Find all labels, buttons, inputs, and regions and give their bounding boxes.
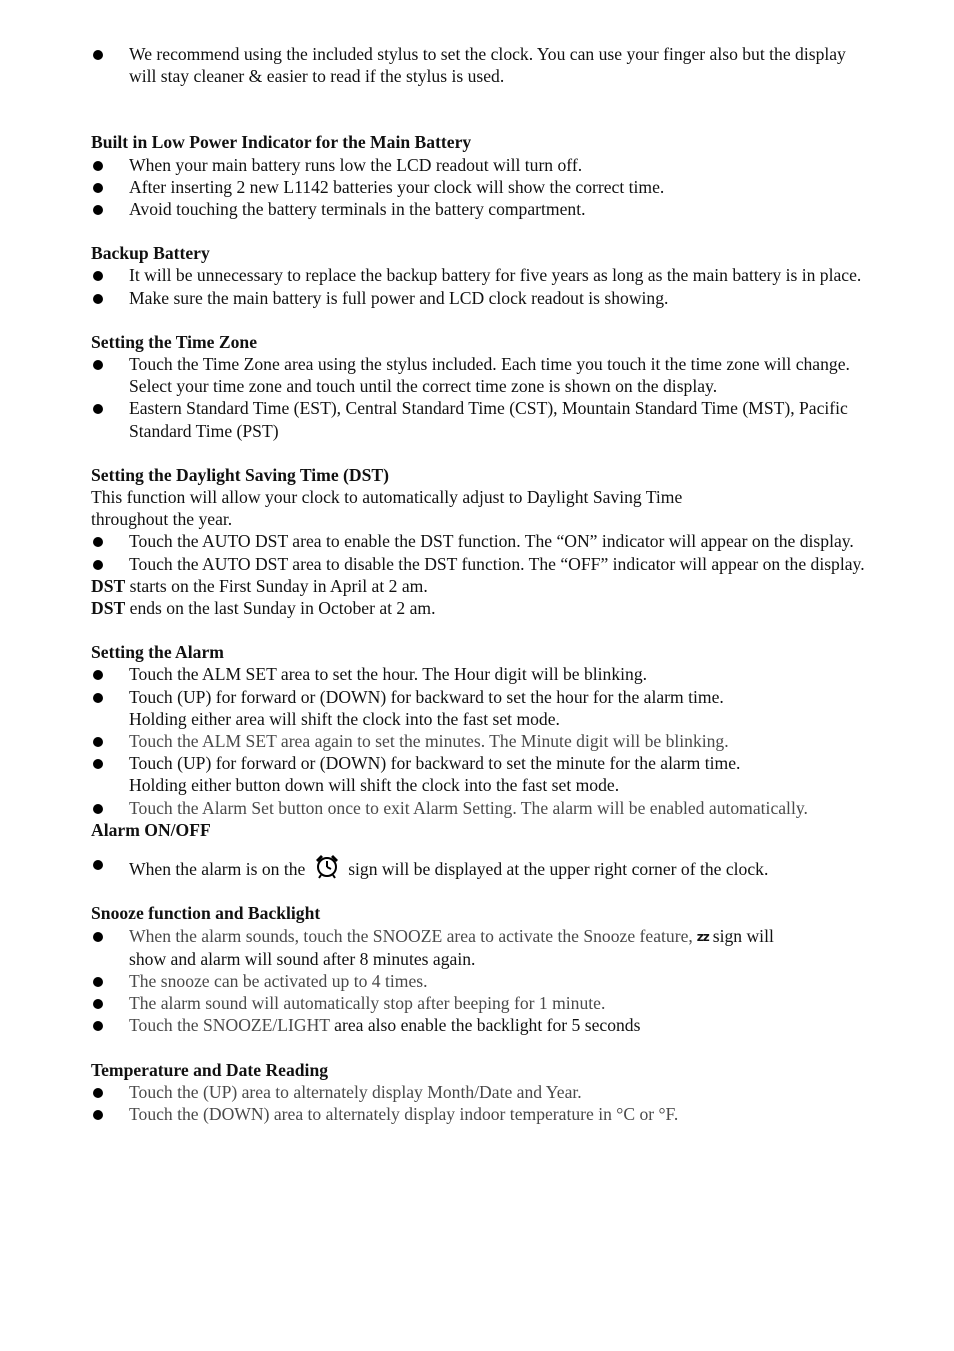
list-item [91, 925, 866, 970]
snooze-text-before: When the alarm sounds, touch the SNOOZE area to activate the Snooze feature, [129, 925, 693, 946]
list-item: The alarm sound will automatically stop after beeping for 1 minute. [91, 992, 866, 1014]
list-item-line: show and alarm will sound after 8 minutes again. [129, 948, 476, 969]
alarm-text-after: sign will be displayed at the upper right corner of the clock. [348, 859, 769, 880]
list-item: Touch the AUTO DST area to disable the DST function. The “OFF” indicator will appear on the display. [91, 553, 866, 575]
snooze-heading: Snooze function and Backlight [91, 903, 321, 924]
list-item [91, 853, 866, 880]
snooze-text-after: sign will [712, 925, 774, 946]
list-item: Touch the (DOWN) area to alternately display indoor temperature in °C or °F. [91, 1103, 866, 1125]
dst-intro-line: This function will allow your clock to automatically adjust to Daylight Saving Time [91, 487, 683, 508]
alarm-heading: Setting the Alarm [91, 642, 224, 663]
list-item: Touch the ALM SET area again to set the minutes. The Minute digit will be blinking. [91, 730, 866, 752]
dst-heading: Setting the Daylight Saving Time (DST) [91, 464, 389, 485]
dst-start-text: starts on the First Sunday in April at 2 am. [125, 575, 428, 596]
dst-end-line [91, 597, 866, 619]
list-item: After inserting 2 new L1142 batteries your clock will show the correct time. [91, 176, 866, 198]
alarm-onoff-heading: Alarm ON/OFF [91, 819, 211, 840]
list-item-line: Touch (UP) for forward or (DOWN) for backward to set the hour for the alarm time. [129, 686, 724, 707]
list-item-line: Holding either button down will shift the clock into the fast set mode. [129, 775, 620, 796]
alarm-clock-icon [313, 853, 341, 879]
dst-end-text: ends on the last Sunday in October at 2 am. [125, 598, 436, 619]
time-zone-heading: Setting the Time Zone [91, 331, 258, 352]
snooze-zz-icon: zz [696, 929, 709, 944]
intro-bullet: We recommend using the included stylus to set the clock. You can use your finger also but the display will stay cleaner & easier to read if the stylus is used. [91, 43, 866, 87]
list-item [91, 1014, 866, 1036]
list-item: Touch the Alarm Set button once to exit Alarm Setting. The alarm will be enabled automatically. [91, 797, 866, 819]
dst-start-line [91, 575, 866, 597]
backup-battery-heading: Backup Battery [91, 243, 210, 264]
list-item [91, 686, 866, 730]
manual-page [91, 43, 866, 1125]
dst-intro-line: throughout the year. [91, 509, 233, 530]
list-item: Touch the ALM SET area to set the hour. The Hour digit will be blinking. [91, 663, 866, 685]
list-item: The snooze can be activated up to 4 times. [91, 970, 866, 992]
list-item: Touch the (UP) area to alternately display Month/Date and Year. [91, 1081, 866, 1103]
list-item-line [129, 925, 866, 948]
list-item: Touch the Time Zone area using the stylus included. Each time you touch it the time zone will change. Select your time zone and touch until the correct time zone is shown on the display. [91, 353, 866, 397]
list-item: Touch the AUTO DST area to enable the DST function. The “ON” indicator will appear on the display. [91, 530, 866, 552]
alarm-text-before: When the alarm is on the [129, 859, 306, 880]
snooze-light-label: Touch the SNOOZE/LIGHT [129, 1015, 330, 1036]
temperature-heading: Temperature and Date Reading [91, 1059, 329, 1080]
list-item: When your main battery runs low the LCD readout will turn off. [91, 154, 866, 176]
low-power-heading: Built in Low Power Indicator for the Main Battery [91, 132, 472, 153]
list-item: Make sure the main battery is full power and LCD clock readout is showing. [91, 287, 866, 309]
list-item-line: Touch (UP) for forward or (DOWN) for backward to set the minute for the alarm time. [129, 753, 741, 774]
list-item-line: Holding either area will shift the clock into the fast set mode. [129, 708, 560, 729]
dst-label: DST [91, 598, 126, 619]
list-item: Eastern Standard Time (EST), Central Standard Time (CST), Mountain Standard Time (MST), Pacific Standard Time (PST) [91, 397, 866, 441]
snooze-light-text: area also enable the backlight for 5 seconds [329, 1015, 641, 1036]
list-item [91, 752, 866, 796]
list-item: Avoid touching the battery terminals in the battery compartment. [91, 198, 866, 220]
list-item: It will be unnecessary to replace the backup battery for five years as long as the main battery is in place. [91, 264, 866, 286]
dst-label: DST [91, 575, 126, 596]
